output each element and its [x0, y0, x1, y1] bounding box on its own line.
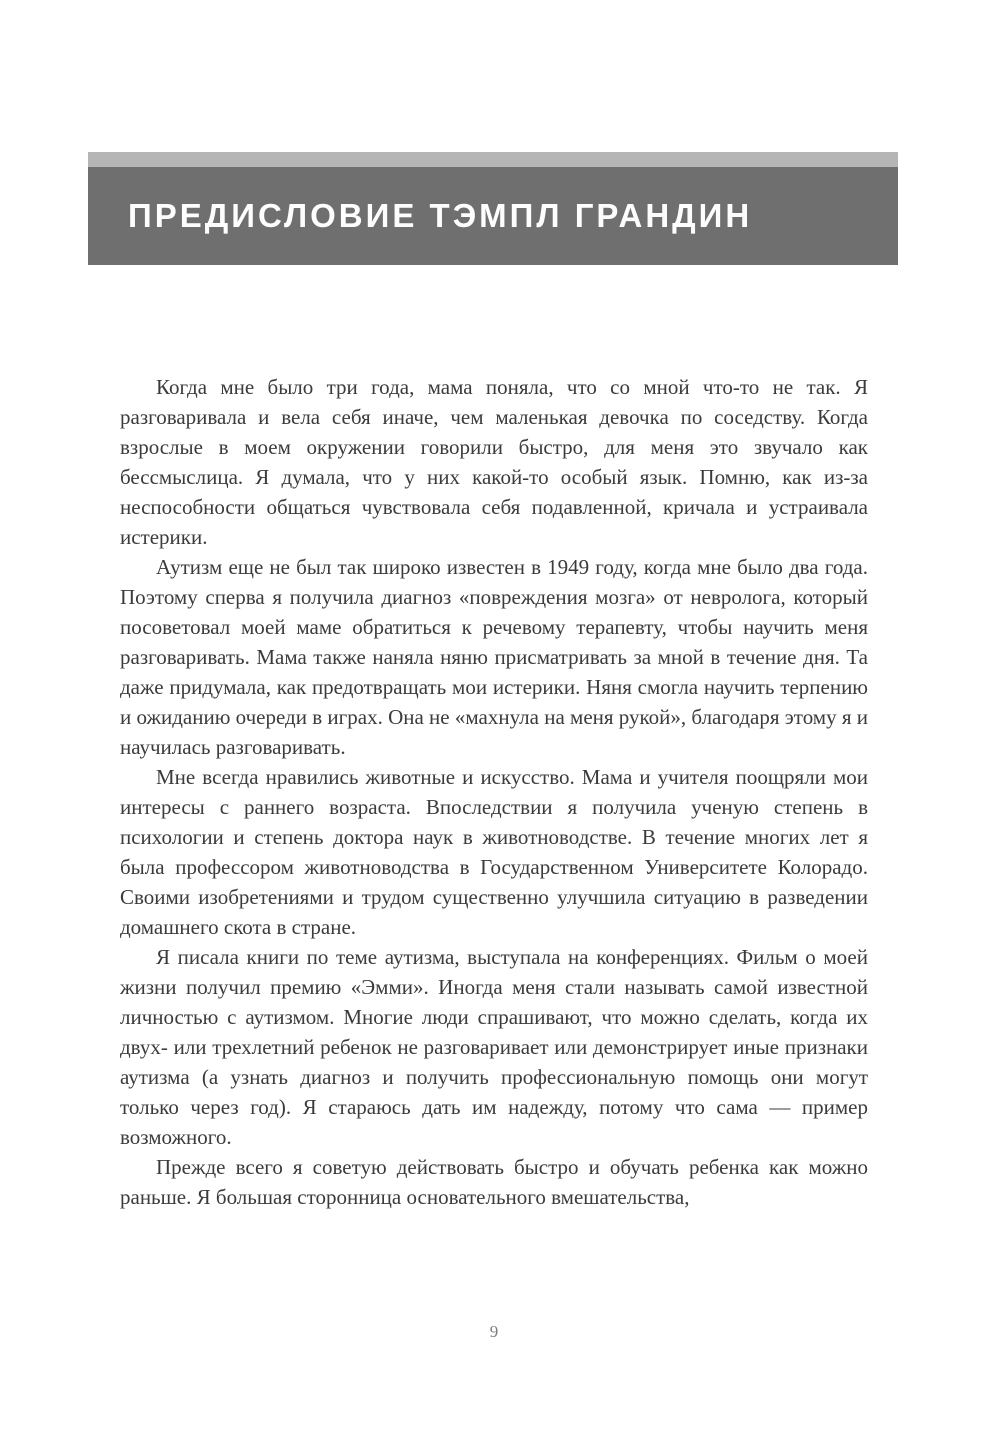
- header-accent-strip: [88, 152, 898, 167]
- header-banner: [88, 167, 898, 265]
- chapter-header: [88, 152, 898, 265]
- page-number: 9: [489, 1322, 499, 1341]
- paragraph: Мне всегда нравились животные и искусство. Мама и учителя поощряли мои интересы с раннего возраста. Впоследствии я получила ученую степень в психологии и степень доктора наук в животноводстве. В течение многих лет я была профессором животноводства в Государственном Университете Колорадо. Своими изобретениями и трудом существенно улучшила ситуацию в разведении домашнего скота в стране.: [120, 765, 868, 939]
- paragraph: Я писала книги по теме аутизма, выступала на конференциях. Фильм о моей жизни получил премию «Эмми». Иногда меня стали называть самой известной личностью с аутизмом. Многие люди спрашивают, что можно сделать, когда их двух- или трехлетний ребенок не разговаривает или демонстрирует иные признаки аутизма (а узнать диагноз и получить профессиональную помощь они могут только через год). Я стараюсь дать им надежду, потому что сама — пример возможного.: [120, 945, 868, 1149]
- paragraph: Прежде всего я советую действовать быстро и обучать ребенка как можно раньше. Я большая сторонница основательного вмешательства,: [120, 1155, 868, 1209]
- paragraph: Когда мне было три года, мама поняла, что со мной что-то не так. Я разговаривала и вела себя иначе, чем маленькая девочка по соседству. Когда взрослые в моем окружении говорили быстро, для меня это звучало как бессмыслица. Я думала, что у них какой-то особый язык. Помню, как из-за неспособности общаться чувствовала себя подавленной, кричала и устраивала истерики.: [120, 375, 868, 549]
- paragraph: Аутизм еще не был так широко известен в 1949 году, когда мне было два года. Поэтому сперва я получила диагноз «повреждения мозга» от невролога, который посоветовал моей маме обратиться к речевому терапевту, чтобы научить меня разговаривать. Мама также наняла няню присматривать за мной в течение дня. Та даже придумала, как предотвращать мои истерики. Няня смогла научить терпению и ожиданию очереди в играх. Она не «махнула на меня рукой», благодаря этому я и научилась разговаривать.: [120, 555, 868, 759]
- chapter-title: ПРЕДИСЛОВИЕ ТЭМПЛ ГРАНДИН: [128, 197, 753, 234]
- body-text: [120, 372, 868, 1212]
